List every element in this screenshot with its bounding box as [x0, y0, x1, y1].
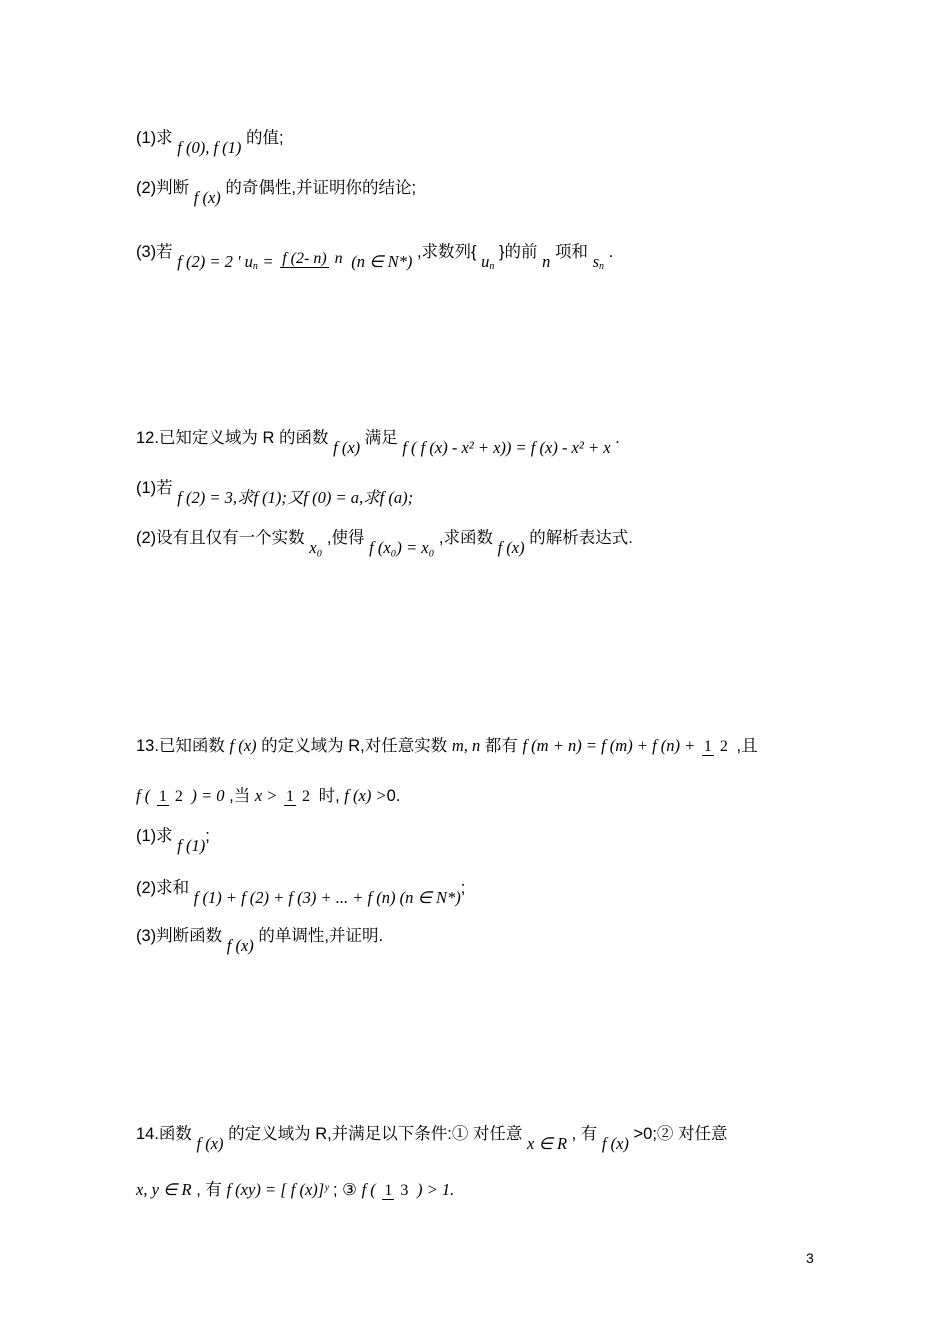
- math-expression: x ∈ R: [527, 1134, 568, 1153]
- fraction: [157, 788, 185, 806]
- q12-statement: [136, 426, 620, 457]
- math-var: n: [542, 252, 551, 271]
- math-expression: ) > 1.: [416, 1180, 455, 1199]
- math-var: m, n: [451, 736, 481, 755]
- math-equation: f ( f (x) - x² + x)) = f (x) - x² + x: [402, 438, 611, 457]
- subscript: n: [252, 261, 258, 273]
- q11-part1: [136, 126, 284, 157]
- text: 的单调性,并证明.: [258, 927, 384, 945]
- text: .: [608, 243, 614, 261]
- math-var: x₀: [309, 538, 323, 557]
- math-expression: f (x): [196, 1134, 224, 1153]
- text: , 有: [196, 1181, 222, 1199]
- math-expression: f (2) = 2 ' u: [177, 252, 253, 271]
- text: ; ③: [333, 1181, 357, 1199]
- page-number: 3: [806, 1250, 814, 1266]
- text: 都有: [484, 737, 518, 755]
- math-equation: f (m + n) = f (m) + f (n) +: [522, 736, 696, 755]
- text: >0;② 对任意: [633, 1125, 728, 1143]
- math-expression: f (x): [229, 736, 257, 755]
- fraction-numerator: 1: [286, 787, 295, 805]
- math-expression: f (x) >: [344, 786, 387, 805]
- text: 的定义域为 R,并满足以下条件:① 对任意: [228, 1125, 523, 1143]
- q13-statement-line2: [136, 784, 400, 808]
- part-label: (3)若: [136, 243, 173, 261]
- text: .: [615, 429, 620, 447]
- part-label: (1)求: [136, 827, 173, 845]
- part-label: (2)求和: [136, 879, 190, 897]
- q11-part2: [136, 176, 417, 207]
- math-expression: f (x): [333, 438, 361, 457]
- math-expression: f (2) = 3,求f (1);又f (0) = a,求f (a);: [177, 488, 414, 507]
- math-expression: f (: [136, 786, 151, 805]
- text: 的值;: [246, 129, 284, 147]
- part-label: (1)若: [136, 479, 173, 497]
- q13-statement: [136, 734, 758, 758]
- q13-part1: [136, 824, 210, 855]
- question-intro: 13.已知函数: [136, 737, 225, 755]
- subscript: n: [489, 261, 495, 273]
- part-label: (3)判断函数: [136, 927, 223, 945]
- fraction-denominator: 2: [174, 787, 183, 805]
- math-equation: f (x₀) = x₀: [369, 538, 435, 557]
- text: 满足: [364, 429, 398, 447]
- fraction-numerator: 1: [158, 787, 167, 805]
- fraction: [702, 738, 730, 756]
- fraction-numerator: f (2- n): [282, 249, 327, 267]
- fraction-denominator: 2: [719, 737, 728, 755]
- text: ,当: [229, 787, 251, 805]
- fraction-numerator: 1: [703, 737, 712, 755]
- math-condition: (n ∈ N*): [351, 252, 413, 271]
- q11-part3: [136, 240, 613, 271]
- q13-part3: [136, 924, 384, 955]
- q14-statement-line2: [136, 1178, 454, 1202]
- q13-part2: [136, 876, 466, 907]
- q12-part1: [136, 476, 414, 507]
- text: }的前: [499, 243, 538, 261]
- question-intro: 12.已知定义域为 R 的函数: [136, 429, 329, 447]
- fraction-denominator: n: [334, 249, 343, 267]
- text: 0.: [386, 787, 401, 805]
- text: ;: [460, 879, 466, 897]
- math-expression: f (: [361, 1180, 376, 1199]
- subscript: n: [598, 261, 604, 273]
- fraction-denominator: 3: [400, 1181, 409, 1199]
- part-label: (1)求: [136, 129, 173, 147]
- text: ;: [205, 827, 210, 845]
- part-label: (2)设有且仅有一个实数: [136, 529, 305, 547]
- text: 的定义域为 R,对任意实数: [261, 737, 448, 755]
- text: ,且: [736, 737, 758, 755]
- part-label: (2)判断: [136, 179, 190, 197]
- fraction-numerator: 1: [384, 1181, 393, 1199]
- q12-part2: [136, 526, 633, 557]
- math-expression: f (1) + f (2) + f (3) + ... + f (n) (n ∈ N*): [193, 888, 461, 907]
- text: ,求函数: [438, 529, 493, 547]
- text: 时,: [318, 787, 340, 805]
- text: 的奇偶性,并证明你的结论;: [225, 179, 417, 197]
- question-intro: 14.函数: [136, 1125, 192, 1143]
- q14-statement: [136, 1122, 728, 1153]
- fraction-denominator: 2: [302, 787, 311, 805]
- math-expression: f (x): [226, 936, 254, 955]
- math-expression: x >: [254, 786, 278, 805]
- text: ,求数列{: [416, 243, 477, 261]
- math-expression: f (x): [193, 188, 221, 207]
- text: 的解析表达式.: [529, 529, 633, 547]
- fraction: [280, 250, 344, 268]
- math-expression: f (0), f (1): [177, 138, 242, 157]
- text: 项和: [554, 243, 588, 261]
- math-expression: f (x): [601, 1134, 629, 1153]
- math-equation: f (xy) = [ f (x)]ʸ: [226, 1180, 329, 1199]
- math-expression: f (x): [497, 538, 525, 557]
- math-expression: x, y ∈ R: [136, 1180, 192, 1199]
- math-operator: =: [262, 252, 274, 271]
- text: , 有: [571, 1125, 598, 1143]
- fraction: [284, 788, 312, 806]
- math-equation: ) = 0: [191, 786, 225, 805]
- fraction: [382, 1182, 410, 1200]
- math-var: s: [592, 252, 599, 271]
- math-expression: f (1): [177, 836, 206, 855]
- math-var: u: [481, 252, 490, 271]
- text: ,使得: [326, 529, 365, 547]
